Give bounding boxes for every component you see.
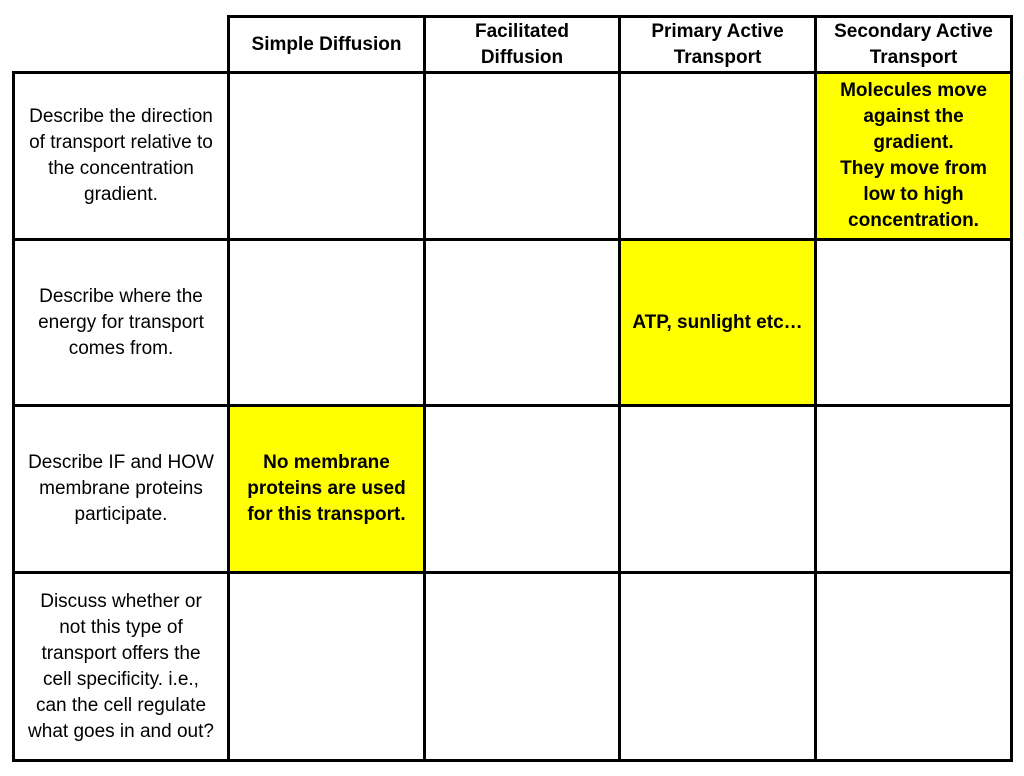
table-cell[interactable] xyxy=(816,240,1012,406)
header-row xyxy=(14,17,1012,73)
table-cell[interactable] xyxy=(425,573,620,761)
column-header-facilitated-diffusion: Facilitated Diffusion xyxy=(425,17,620,73)
table-cell[interactable] xyxy=(620,406,816,573)
column-header-simple-diffusion: Simple Diffusion xyxy=(229,17,425,73)
table-row-direction xyxy=(14,73,1012,240)
table-cell[interactable] xyxy=(620,573,816,761)
table-cell[interactable] xyxy=(620,73,816,240)
table-row-membrane-proteins xyxy=(14,406,1012,573)
table-cell[interactable] xyxy=(229,240,425,406)
column-header-primary-active-transport: Primary Active Transport xyxy=(620,17,816,73)
table-cell-answer-highlighted[interactable]: ATP, sunlight etc… xyxy=(620,240,816,406)
row-label-specificity: Discuss whether or not this type of transport offers the cell specificity. i.e., can the cell regulate what goes in and out? xyxy=(14,573,229,761)
row-label-membrane-proteins: Describe IF and HOW membrane proteins participate. xyxy=(14,406,229,573)
column-header-secondary-active-transport: Secondary Active Transport xyxy=(816,17,1012,73)
row-label-direction: Describe the direction of transport relative to the concentration gradient. xyxy=(14,73,229,240)
table-row-energy xyxy=(14,240,1012,406)
table-cell[interactable] xyxy=(816,406,1012,573)
table-cell[interactable] xyxy=(425,406,620,573)
transport-comparison-table xyxy=(12,15,1013,762)
corner-cell xyxy=(14,17,229,73)
table-cell-answer-highlighted[interactable]: Molecules move against the gradient. They move from low to high concentration. xyxy=(816,73,1012,240)
table-cell[interactable] xyxy=(229,73,425,240)
row-label-energy: Describe where the energy for transport comes from. xyxy=(14,240,229,406)
table-row-specificity xyxy=(14,573,1012,761)
table-cell[interactable] xyxy=(425,240,620,406)
table-cell[interactable] xyxy=(425,73,620,240)
table-cell-answer-highlighted[interactable]: No membrane proteins are used for this transport. xyxy=(229,406,425,573)
table-cell[interactable] xyxy=(816,573,1012,761)
table-cell[interactable] xyxy=(229,573,425,761)
